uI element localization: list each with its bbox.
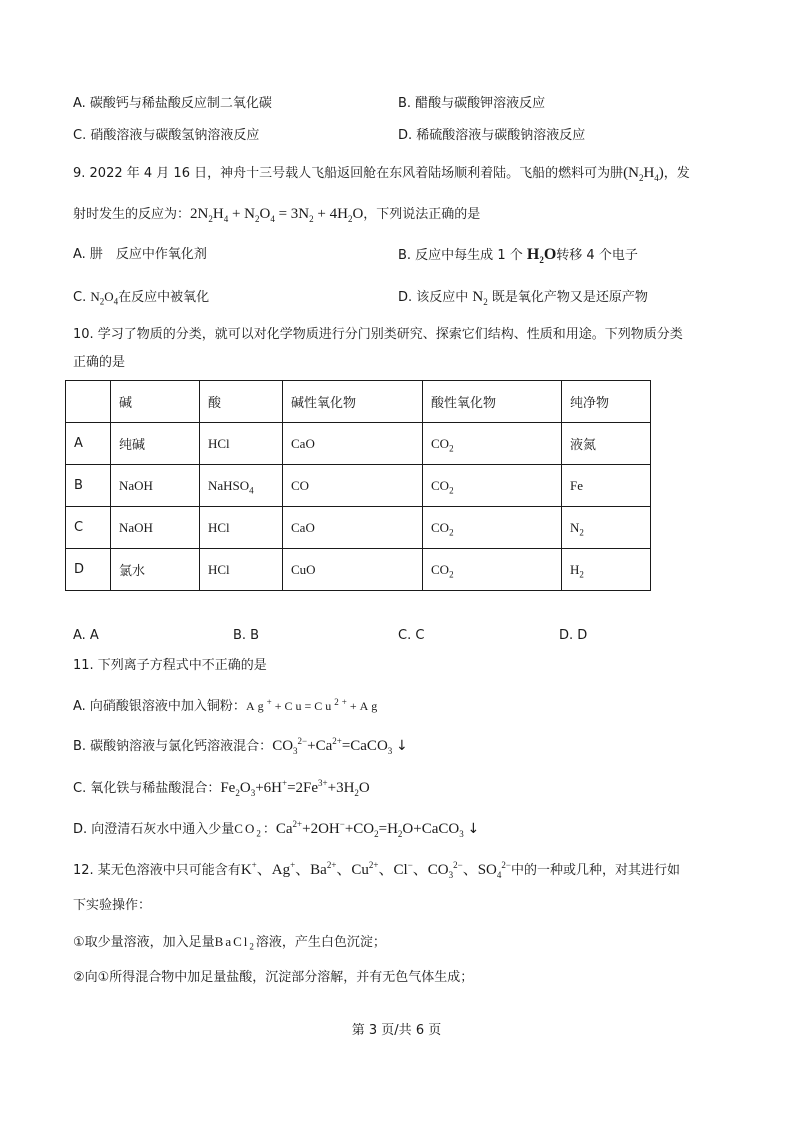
q11-stem: 11. 下列离子方程式中不正确的是: [73, 658, 267, 673]
q10-answer-a: A. A: [73, 628, 99, 643]
table-cell: $H_2$: [562, 549, 651, 591]
table-header-cell: 酸: [200, 381, 283, 423]
table-cell: C: [66, 507, 111, 549]
q12-step-2: ②向①所得混合物中加足量盐酸，沉淀部分溶解，并有无色气体生成；: [73, 970, 474, 985]
q9-stem-line-1: [73, 163, 690, 184]
table-cell: HCl: [200, 549, 283, 591]
table-cell: 纯碱: [111, 423, 200, 465]
table-cell: HCl: [200, 423, 283, 465]
q12-step-1-suffix: 溶液，产生白色沉淀；: [255, 935, 386, 950]
barium-chloride-formula: BaCl$_2$: [214, 934, 256, 952]
q10-stem-line-2: 正确的是: [73, 355, 126, 370]
table-cell: CaO: [283, 423, 423, 465]
table-header-cell: 酸性氧化物: [423, 381, 562, 423]
dinitrogen-tetroxide-formula: $N_2O_4$: [90, 289, 119, 307]
q12-stem-suffix: 中的一种或几种，对其进行如: [510, 863, 680, 878]
q10-stem-line-1: 10. 学习了物质的分类，就可以对化学物质进行分门别类研究、探索它们结构、性质和用途。下列物质分类: [73, 327, 683, 342]
q9-option-d: [398, 287, 648, 308]
table-header-cell: 纯净物: [562, 381, 651, 423]
table-header-cell: 碱性氧化物: [283, 381, 423, 423]
q10-answer-b: B. B: [233, 628, 260, 643]
q11-option-a: [73, 696, 380, 717]
q8-option-a: A. 碳酸钙与稀盐酸反应制二氧化碳: [73, 96, 272, 111]
q12-step-1-text: ①取少量溶液，加入足量: [73, 935, 215, 950]
table-cell: $CO_2$: [423, 549, 562, 591]
q11-option-b-text: B. 碳酸钠溶液与氯化钙溶液混合：: [73, 739, 273, 754]
q12-stem-line-1: [73, 860, 680, 881]
q9-option-d-text: D. 该反应中: [398, 290, 469, 305]
table-row: [66, 465, 651, 507]
q10-answer-c: C. C: [398, 628, 425, 643]
classification-table: [65, 380, 651, 591]
table-header-cell: [66, 381, 111, 423]
page-footer: 第 3 页/共 6 页: [351, 1023, 442, 1038]
q11-equation-d: $Ca^{2+}+2OH^-+CO_2=H_2O+CaCO_3$ ↓: [275, 819, 480, 839]
table-cell: $CO_2$: [423, 507, 562, 549]
table-cell: NaOH: [111, 465, 200, 507]
q11-option-c-text: C. 氧化铁与稀盐酸混合：: [73, 781, 221, 796]
q8-option-b: B. 醋酸与碳酸钾溶液反应: [398, 96, 546, 111]
table-cell: $CO_2$: [423, 465, 562, 507]
carbon-dioxide-formula: $CO_2$: [234, 821, 263, 839]
table-cell: 氯水: [111, 549, 200, 591]
table-cell: CO: [283, 465, 423, 507]
q9-stem-line-2: [73, 204, 480, 225]
q9-stem-suffix: ，发: [663, 166, 690, 181]
q11-equation-b: $CO_3^{2-}+Ca^{2+}=CaCO_3$ ↓: [272, 736, 408, 756]
q9-option-b-suffix: 转移 4 个电子: [556, 248, 638, 263]
table-row: [66, 507, 651, 549]
q12-step-1: [73, 932, 386, 953]
water-formula: $H_2O$: [526, 246, 557, 266]
hydrazine-formula: $(N_2H_4)$: [623, 165, 664, 183]
table-header-row: [66, 381, 651, 423]
table-cell: A: [66, 423, 111, 465]
table-row: [66, 423, 651, 465]
table-cell: CaO: [283, 507, 423, 549]
q8-option-d: D. 稀硫酸溶液与碳酸钠溶液反应: [398, 128, 586, 143]
q12-stem-line-2: 下实验操作：: [73, 898, 152, 913]
table-cell: $CO_2$: [423, 423, 562, 465]
q11-equation-c: $Fe_2O_3+6H^+=2Fe^{3+}+3H_2O$: [220, 778, 370, 798]
table-cell: HCl: [200, 507, 283, 549]
nitrogen-formula: $N_2$: [472, 289, 488, 307]
q9-stem-2-text: 射时发生的反应为：: [73, 207, 191, 222]
q9-option-a: A. 肼 反应中作氧化剂: [73, 247, 207, 262]
table-cell: CuO: [283, 549, 423, 591]
q11-option-a-text: A. 向硝酸银溶液中加入铜粉：: [73, 699, 246, 714]
q9-option-b-text: B. 反应中每生成 1 个: [398, 248, 523, 263]
q11-equation-a: $Ag^++Cu=Cu^{2+}+Ag$: [245, 697, 381, 713]
table-cell: NaOH: [111, 507, 200, 549]
q12-stem-text: 12. 某无色溶液中只可能含有: [73, 863, 241, 878]
q9-option-c-text: C.: [73, 290, 87, 305]
q11-option-c: [73, 778, 370, 799]
table-cell: $N_2$: [562, 507, 651, 549]
q9-option-c: [73, 287, 209, 308]
table-row: [66, 549, 651, 591]
q10-answer-d: D. D: [559, 628, 588, 643]
table-cell: D: [66, 549, 111, 591]
q12-ion-list: K+、Ag+、$Ba^{2+}$、$Cu^{2+}$、Cl−、$CO_3^{2-}$、$SO_4^{2-}$: [240, 860, 511, 880]
q9-option-c-suffix: 在反应中被氧化: [118, 290, 210, 305]
q9-stem-text: 9. 2022 年 4 月 16 日，神舟十三号载人飞船返回舱在东风着陆场顺利着陆。飞船的燃料可为肼: [73, 166, 624, 181]
table-header-cell: 碱: [111, 381, 200, 423]
q9-stem-2-suffix: ，下列说法正确的是: [363, 207, 481, 222]
table-cell: Fe: [562, 465, 651, 507]
table-cell: B: [66, 465, 111, 507]
q9-option-b: [398, 245, 638, 266]
q11-option-b: [73, 736, 408, 757]
q9-option-d-suffix: 既是氧化产物又是还原产物: [491, 290, 648, 305]
q11-option-d-colon: ：: [262, 822, 276, 837]
table-cell: NaHSO$_4$: [200, 465, 283, 507]
q11-option-d-text: D. 向澄清石灰水中通入少量: [73, 822, 235, 837]
q11-option-d: [73, 819, 479, 840]
table-cell: 液氮: [562, 423, 651, 465]
q9-reaction-equation: $2N_2H_4 + N_2O_4 = 3N_2 + 4H_2O$: [190, 206, 364, 224]
q8-option-c: C. 硝酸溶液与碳酸氢钠溶液反应: [73, 128, 260, 143]
